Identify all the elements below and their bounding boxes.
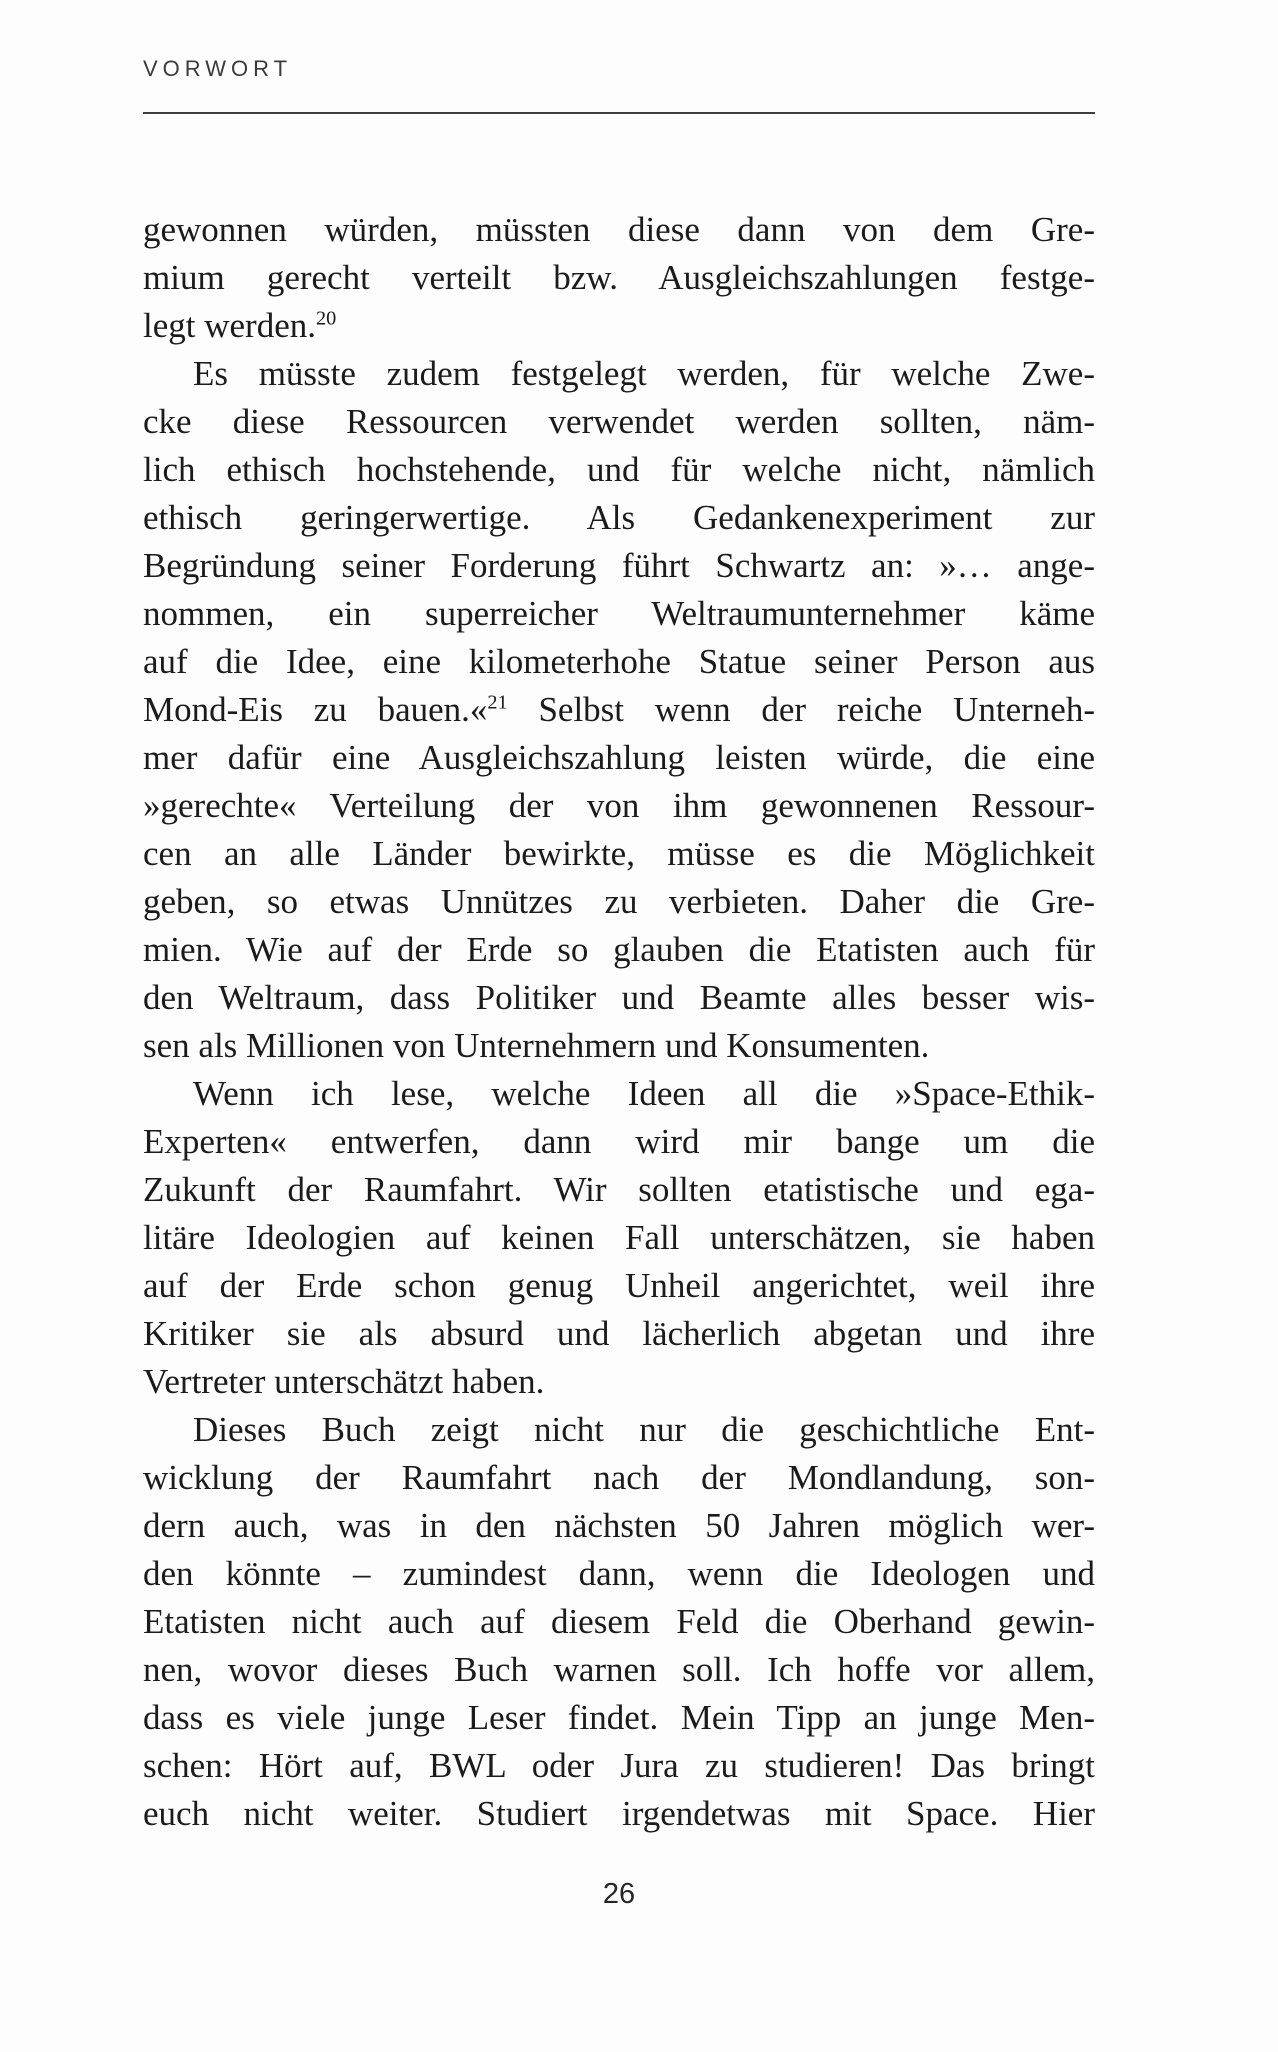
text-line: mium gerecht verteilt bzw. Ausgleichszahlungen festge- (143, 258, 1095, 297)
text-line: auf der Erde schon genug Unheil angerichtet, weil ihre (143, 1266, 1095, 1305)
text-line: Vertreter unterschätzt haben. (143, 1362, 545, 1401)
text-line: litäre Ideologien auf keinen Fall unterschätzen, sie haben (143, 1218, 1095, 1257)
text-line: wicklung der Raumfahrt nach der Mondlandung, son- (143, 1458, 1095, 1497)
header-rule (143, 112, 1095, 114)
text-line: dass es viele junge Leser findet. Mein Tipp an junge Men- (143, 1698, 1095, 1737)
text-line: Begründung seiner Forderung führt Schwartz an: »… ange- (143, 546, 1095, 585)
text-line: Mond-Eis zu bauen.«$^{21}$ Selbst wenn der reiche Unterneh- (143, 690, 1095, 729)
text-line: lich ethisch hochstehende, und für welche nicht, nämlich (143, 450, 1095, 489)
text-line: nommen, ein superreicher Weltraumunternehmer käme (143, 594, 1095, 633)
body-text (143, 206, 1095, 1838)
text-line: gewonnen würden, müssten diese dann von dem Gre- (143, 210, 1095, 249)
running-header: VORWORT (143, 56, 293, 81)
text-line: schen: Hört auf, BWL oder Jura zu studieren! Das bringt (143, 1746, 1095, 1785)
text-line: Es müsste zudem festgelegt werden, für welche Zwe- (193, 354, 1095, 393)
footnote-ref: 21 (487, 691, 508, 714)
text-line: Wenn ich lese, welche Ideen all die »Space-Ethik- (193, 1074, 1095, 1113)
page-number: 26 (602, 1878, 636, 1910)
text-line: cke diese Ressourcen verwendet werden sollten, näm- (143, 402, 1095, 441)
text-line: ethisch geringerwertige. Als Gedankenexperiment zur (143, 498, 1095, 537)
text-line: den könnte – zumindest dann, wenn die Ideologen und (143, 1554, 1095, 1593)
text-line: nen, wovor dieses Buch warnen soll. Ich hoffe vor allem, (143, 1650, 1095, 1689)
footnote-ref: 20 (315, 307, 337, 330)
text-line: cen an alle Länder bewirkte, müsse es die Möglichkeit (143, 834, 1095, 873)
text-line: Experten« entwerfen, dann wird mir bange um die (143, 1122, 1095, 1161)
text-line: legt werden.$^{20}$ (143, 306, 337, 345)
text-line: Etatisten nicht auch auf diesem Feld die Oberhand gewin- (143, 1602, 1095, 1641)
text-line: euch nicht weiter. Studiert irgendetwas mit Space. Hier (143, 1794, 1095, 1833)
text-line: mer dafür eine Ausgleichszahlung leisten würde, die eine (143, 738, 1095, 777)
text-line: mien. Wie auf der Erde so glauben die Etatisten auch für (143, 930, 1095, 969)
text-line: sen als Millionen von Unternehmern und Konsumenten. (143, 1026, 930, 1065)
text-line: geben, so etwas Unnützes zu verbieten. Daher die Gre- (143, 882, 1095, 921)
text-line: auf die Idee, eine kilometerhohe Statue seiner Person aus (143, 642, 1095, 681)
text-line: Kritiker sie als absurd und lächerlich abgetan und ihre (143, 1314, 1095, 1353)
text-line: Dieses Buch zeigt nicht nur die geschichtliche Ent- (193, 1410, 1095, 1449)
text-line: dern auch, was in den nächsten 50 Jahren möglich wer- (143, 1506, 1095, 1545)
text-line: den Weltraum, dass Politiker und Beamte alles besser wis- (143, 978, 1095, 1017)
text-line: Zukunft der Raumfahrt. Wir sollten etatistische und ega- (143, 1170, 1095, 1209)
text-line: »gerechte« Verteilung der von ihm gewonnenen Ressour- (143, 786, 1095, 825)
